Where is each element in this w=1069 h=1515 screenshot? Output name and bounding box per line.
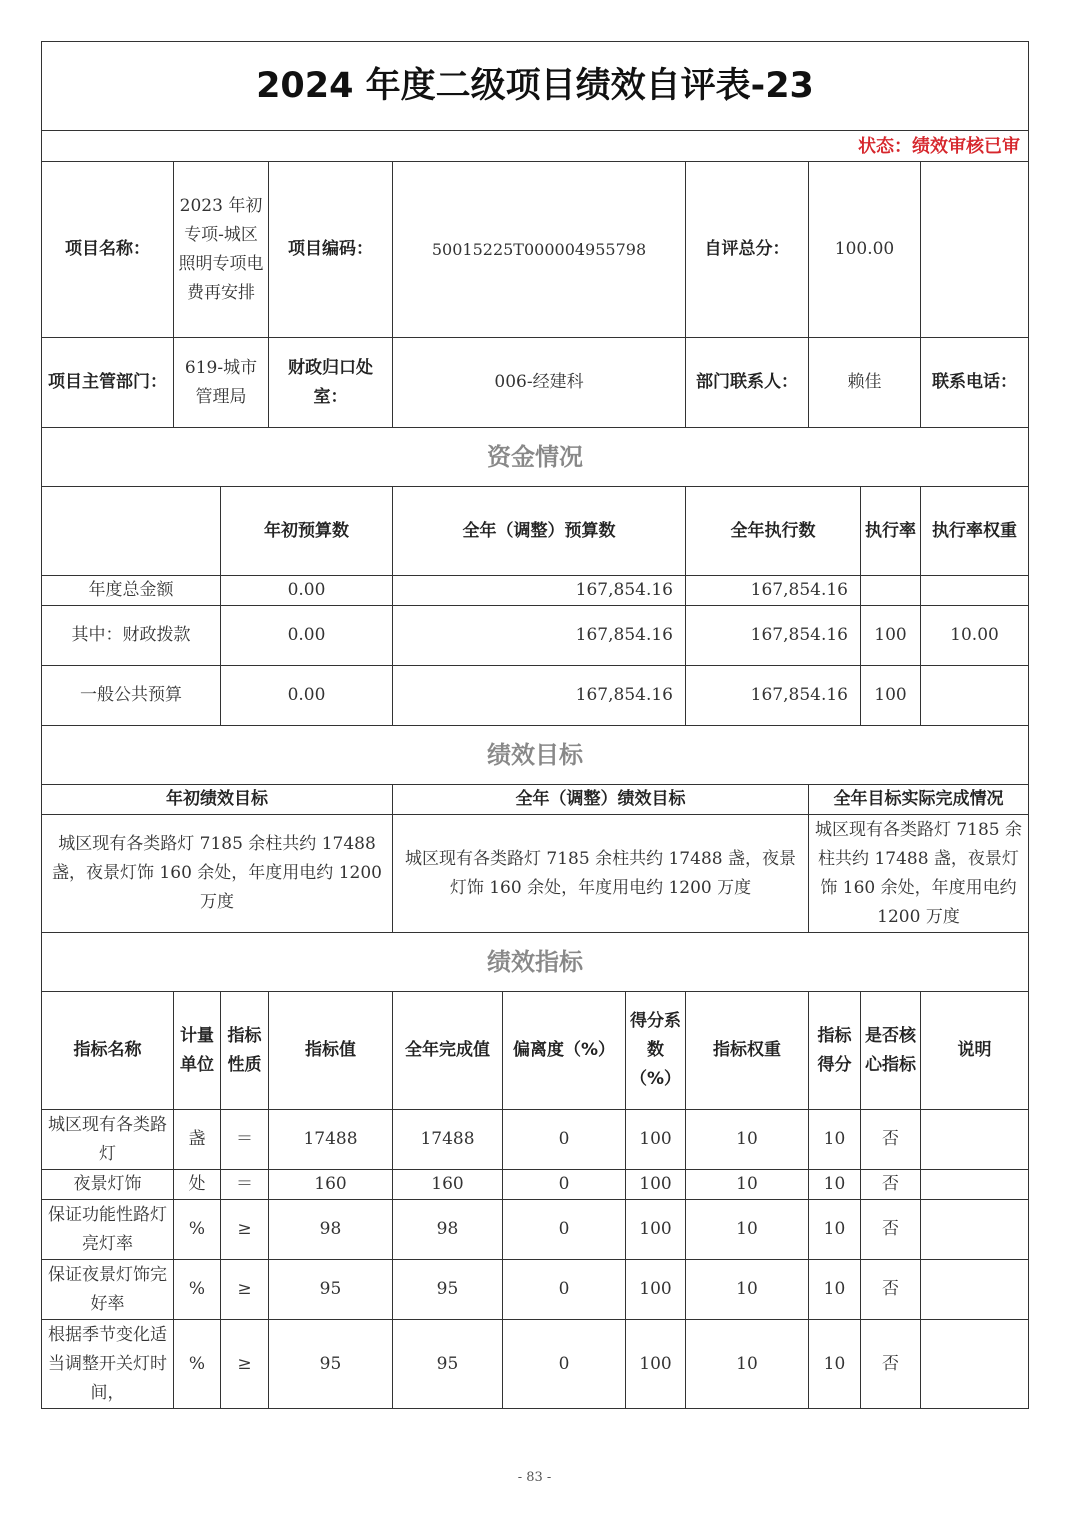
ind-deviation: 0 <box>503 1260 626 1320</box>
funds-rate: 100 <box>861 606 921 666</box>
ind-header-nature: 指标性质 <box>221 992 269 1110</box>
funds-header-adjusted: 全年（调整）预算数 <box>393 487 686 576</box>
ind-core: 否 <box>861 1260 921 1320</box>
ind-coef: 100 <box>626 1320 686 1409</box>
evaluation-form <box>41 41 1028 1409</box>
ind-score: 10 <box>809 1170 861 1200</box>
project-name-label: 项目名称： <box>42 162 174 338</box>
ind-note <box>921 1110 1029 1170</box>
self-score-label: 自评总分： <box>686 162 809 338</box>
page-title: 2024 年度二级项目绩效自评表-23 <box>42 42 1029 131</box>
funds-header-executed: 全年执行数 <box>686 487 861 576</box>
ind-nature: ≥ <box>221 1260 269 1320</box>
ind-score: 10 <box>809 1260 861 1320</box>
funds-initial: 0.00 <box>221 606 393 666</box>
ind-score: 10 <box>809 1110 861 1170</box>
funds-weight <box>921 666 1029 726</box>
funds-executed: 167,854.16 <box>686 576 861 606</box>
dept-value: 619-城市管理局 <box>174 338 269 428</box>
ind-actual: 160 <box>393 1170 503 1200</box>
ind-header-core: 是否核心指标 <box>861 992 921 1110</box>
table-row <box>42 576 1029 606</box>
status-text: 状态：绩效审核已审 <box>42 131 1029 162</box>
ind-nature: ≥ <box>221 1320 269 1409</box>
funds-rate <box>861 576 921 606</box>
ind-actual: 95 <box>393 1320 503 1409</box>
empty-cell <box>921 162 1029 338</box>
funds-adjusted: 167,854.16 <box>393 666 686 726</box>
ind-deviation: 0 <box>503 1320 626 1409</box>
ind-target: 17488 <box>269 1110 393 1170</box>
goals-header-actual: 全年目标实际完成情况 <box>809 785 1029 815</box>
ind-deviation: 0 <box>503 1200 626 1260</box>
ind-weight: 10 <box>686 1110 809 1170</box>
ind-target: 160 <box>269 1170 393 1200</box>
ind-coef: 100 <box>626 1260 686 1320</box>
ind-header-target: 指标值 <box>269 992 393 1110</box>
ind-core: 否 <box>861 1110 921 1170</box>
ind-unit: % <box>174 1200 221 1260</box>
funds-executed: 167,854.16 <box>686 606 861 666</box>
ind-note <box>921 1170 1029 1200</box>
ind-name: 根据季节变化适当调整开关灯时间， <box>42 1320 174 1409</box>
ind-header-score: 指标得分 <box>809 992 861 1110</box>
goals-actual: 城区现有各类路灯 7185 余柱共约 17488 盏，夜景灯饰 160 余处，年度用电约 1200 万度 <box>809 815 1029 933</box>
table-row <box>42 1320 1029 1409</box>
funds-initial: 0.00 <box>221 666 393 726</box>
form-table <box>41 41 1029 1409</box>
ind-actual: 17488 <box>393 1110 503 1170</box>
ind-weight: 10 <box>686 1260 809 1320</box>
project-name: 2023 年初专项-城区照明专项电费再安排 <box>174 162 269 338</box>
ind-header-actual: 全年完成值 <box>393 992 503 1110</box>
funds-header-rate: 执行率 <box>861 487 921 576</box>
goals-header-adjusted: 全年（调整）绩效目标 <box>393 785 809 815</box>
goals-adjusted: 城区现有各类路灯 7185 余柱共约 17488 盏，夜景灯饰 160 余处，年度用电约 1200 万度 <box>393 815 809 933</box>
funds-initial: 0.00 <box>221 576 393 606</box>
goals-initial: 城区现有各类路灯 7185 余柱共约 17488 盏，夜景灯饰 160 余处，年度用电约 1200 万度 <box>42 815 393 933</box>
project-code: 50015225T000004955798 <box>393 162 686 338</box>
table-row <box>42 666 1029 726</box>
ind-weight: 10 <box>686 1170 809 1200</box>
ind-header-name: 指标名称 <box>42 992 174 1110</box>
ind-actual: 95 <box>393 1260 503 1320</box>
funds-header-initial: 年初预算数 <box>221 487 393 576</box>
phone-label: 联系电话： <box>921 338 1029 428</box>
table-row <box>42 1200 1029 1260</box>
ind-header-coef: 得分系数（%） <box>626 992 686 1110</box>
ind-name: 夜景灯饰 <box>42 1170 174 1200</box>
page-number: - 83 - <box>517 1470 552 1485</box>
ind-unit: % <box>174 1320 221 1409</box>
funds-weight <box>921 576 1029 606</box>
funds-row-label: 其中：财政拨款 <box>42 606 221 666</box>
ind-core: 否 <box>861 1200 921 1260</box>
ind-note <box>921 1320 1029 1409</box>
ind-nature: ＝ <box>221 1110 269 1170</box>
funds-row-label: 年度总金额 <box>42 576 221 606</box>
ind-name: 保证夜景灯饰完好率 <box>42 1260 174 1320</box>
dept-label: 项目主管部门： <box>42 338 174 428</box>
funds-executed: 167,854.16 <box>686 666 861 726</box>
indicators-section-title: 绩效指标 <box>42 933 1029 992</box>
ind-core: 否 <box>861 1170 921 1200</box>
ind-actual: 98 <box>393 1200 503 1260</box>
ind-score: 10 <box>809 1200 861 1260</box>
funds-rate: 100 <box>861 666 921 726</box>
ind-unit: 盏 <box>174 1110 221 1170</box>
finance-value: 006-经建科 <box>393 338 686 428</box>
ind-deviation: 0 <box>503 1170 626 1200</box>
ind-note <box>921 1260 1029 1320</box>
ind-score: 10 <box>809 1320 861 1409</box>
ind-target: 95 <box>269 1320 393 1409</box>
ind-core: 否 <box>861 1320 921 1409</box>
ind-header-weight: 指标权重 <box>686 992 809 1110</box>
funds-weight: 10.00 <box>921 606 1029 666</box>
contact-value: 赖佳 <box>809 338 921 428</box>
ind-name: 城区现有各类路灯 <box>42 1110 174 1170</box>
funds-adjusted: 167,854.16 <box>393 606 686 666</box>
ind-header-note: 说明 <box>921 992 1029 1110</box>
funds-section-title: 资金情况 <box>42 428 1029 487</box>
goals-header-initial: 年初绩效目标 <box>42 785 393 815</box>
ind-header-unit: 计量单位 <box>174 992 221 1110</box>
ind-nature: ＝ <box>221 1170 269 1200</box>
ind-coef: 100 <box>626 1170 686 1200</box>
ind-coef: 100 <box>626 1110 686 1170</box>
table-row <box>42 606 1029 666</box>
table-row <box>42 1170 1029 1200</box>
ind-target: 98 <box>269 1200 393 1260</box>
funds-header-blank <box>42 487 221 576</box>
finance-label: 财政归口处室： <box>269 338 393 428</box>
contact-label: 部门联系人： <box>686 338 809 428</box>
ind-weight: 10 <box>686 1320 809 1409</box>
ind-header-deviation: 偏离度（%） <box>503 992 626 1110</box>
ind-target: 95 <box>269 1260 393 1320</box>
ind-nature: ≥ <box>221 1200 269 1260</box>
table-row <box>42 1110 1029 1170</box>
ind-coef: 100 <box>626 1200 686 1260</box>
project-code-label: 项目编码： <box>269 162 393 338</box>
goals-section-title: 绩效目标 <box>42 726 1029 785</box>
ind-note <box>921 1200 1029 1260</box>
self-score: 100.00 <box>809 162 921 338</box>
funds-adjusted: 167,854.16 <box>393 576 686 606</box>
table-row <box>42 1260 1029 1320</box>
ind-unit: 处 <box>174 1170 221 1200</box>
ind-deviation: 0 <box>503 1110 626 1170</box>
ind-name: 保证功能性路灯亮灯率 <box>42 1200 174 1260</box>
funds-header-weight: 执行率权重 <box>921 487 1029 576</box>
funds-row-label: 一般公共预算 <box>42 666 221 726</box>
ind-weight: 10 <box>686 1200 809 1260</box>
ind-unit: % <box>174 1260 221 1320</box>
